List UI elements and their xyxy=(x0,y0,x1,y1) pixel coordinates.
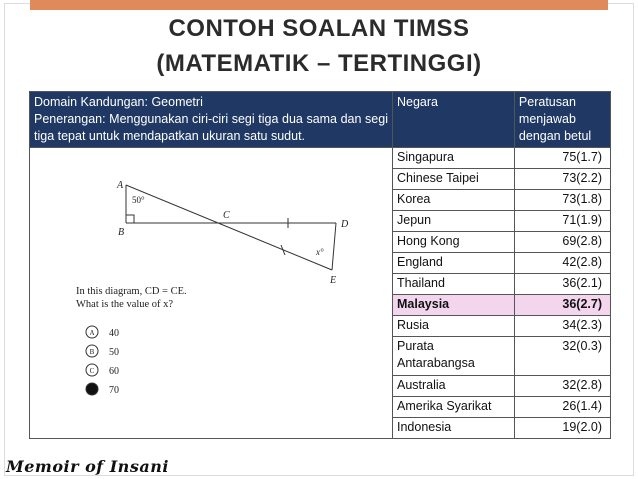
slide-title-line2: (MATEMATIK – TERTINGGI) xyxy=(156,50,482,77)
slide-title-line1: CONTOH SOALAN TIMSS xyxy=(168,15,470,42)
answer-letter: B xyxy=(89,348,95,356)
percentage-cell: 26(1.4) xyxy=(514,397,610,418)
table-header-row xyxy=(30,92,611,148)
country-column-header: Negara xyxy=(393,92,515,148)
country-cell: Hong Kong xyxy=(393,232,515,253)
answer-bubble xyxy=(86,383,98,395)
percentage-cell: 32(2.8) xyxy=(514,376,610,397)
segment-ae xyxy=(126,185,332,270)
point-label-c: C xyxy=(223,210,230,221)
country-cell: Chinese Taipei xyxy=(393,169,515,190)
question-text-line2: What is the value of x? xyxy=(76,299,174,310)
percentage-cell: 73(2.2) xyxy=(514,169,610,190)
answer-option xyxy=(86,364,119,377)
angle-label-a: 50° xyxy=(132,195,145,205)
percentage-cell: 73(1.8) xyxy=(514,190,610,211)
point-label-a: A xyxy=(117,180,124,191)
answer-option xyxy=(86,345,119,358)
percentage-cell: 69(2.8) xyxy=(514,232,610,253)
answer-value: 40 xyxy=(109,328,119,339)
results-table xyxy=(29,91,611,439)
country-cell: Korea xyxy=(393,190,515,211)
country-cell: Indonesia xyxy=(393,418,515,439)
percentage-cell: 34(2.3) xyxy=(514,316,610,337)
table-row xyxy=(30,148,611,169)
answer-option xyxy=(86,383,119,396)
percentage-cell: 36(2.7) xyxy=(514,295,610,316)
answer-value: 70 xyxy=(109,385,119,396)
answer-value: 50 xyxy=(109,347,119,358)
answer-value: 60 xyxy=(109,366,119,377)
percentage-cell: 75(1.7) xyxy=(514,148,610,169)
country-cell: Australia xyxy=(393,376,515,397)
answer-letter: C xyxy=(89,367,95,375)
brand-signature: Memoir of Insani xyxy=(6,457,169,476)
percentage-cell: 71(1.9) xyxy=(514,211,610,232)
segment-de xyxy=(332,223,336,270)
country-cell: Jepun xyxy=(393,211,515,232)
percentage-cell: 32(0.3) xyxy=(514,337,610,376)
country-cell: Purata Antarabangsa xyxy=(393,337,515,376)
percentage-cell: 36(2.1) xyxy=(514,274,610,295)
angle-label-x: x° xyxy=(316,247,324,257)
country-cell: England xyxy=(393,253,515,274)
question-text-line1: In this diagram, CD = CE. xyxy=(76,286,187,297)
answer-option xyxy=(86,326,119,339)
point-label-e: E xyxy=(330,275,337,286)
percentage-cell: 42(2.8) xyxy=(514,253,610,274)
country-cell: Singapura xyxy=(393,148,515,169)
geometry-diagram xyxy=(30,148,392,425)
point-label-d: D xyxy=(341,219,349,230)
accent-bar xyxy=(30,0,608,10)
country-cell: Malaysia xyxy=(393,295,515,316)
percentage-cell: 19(2.0) xyxy=(514,418,610,439)
country-cell: Rusia xyxy=(393,316,515,337)
right-angle-mark xyxy=(126,215,134,223)
domain-description: Domain Kandungan: Geometri Penerangan: Menggunakan ciri-ciri segi tiga dua sama dan segi tiga tepat untuk mendapatkan ukuran satu sudut. xyxy=(30,92,393,148)
answer-letter: A xyxy=(89,329,95,337)
country-cell: Thailand xyxy=(393,274,515,295)
point-label-b: B xyxy=(118,227,125,238)
question-diagram-cell xyxy=(30,148,393,439)
result-column-header: Peratusan menjawab dengan betul xyxy=(514,92,610,148)
country-cell: Amerika Syarikat xyxy=(393,397,515,418)
